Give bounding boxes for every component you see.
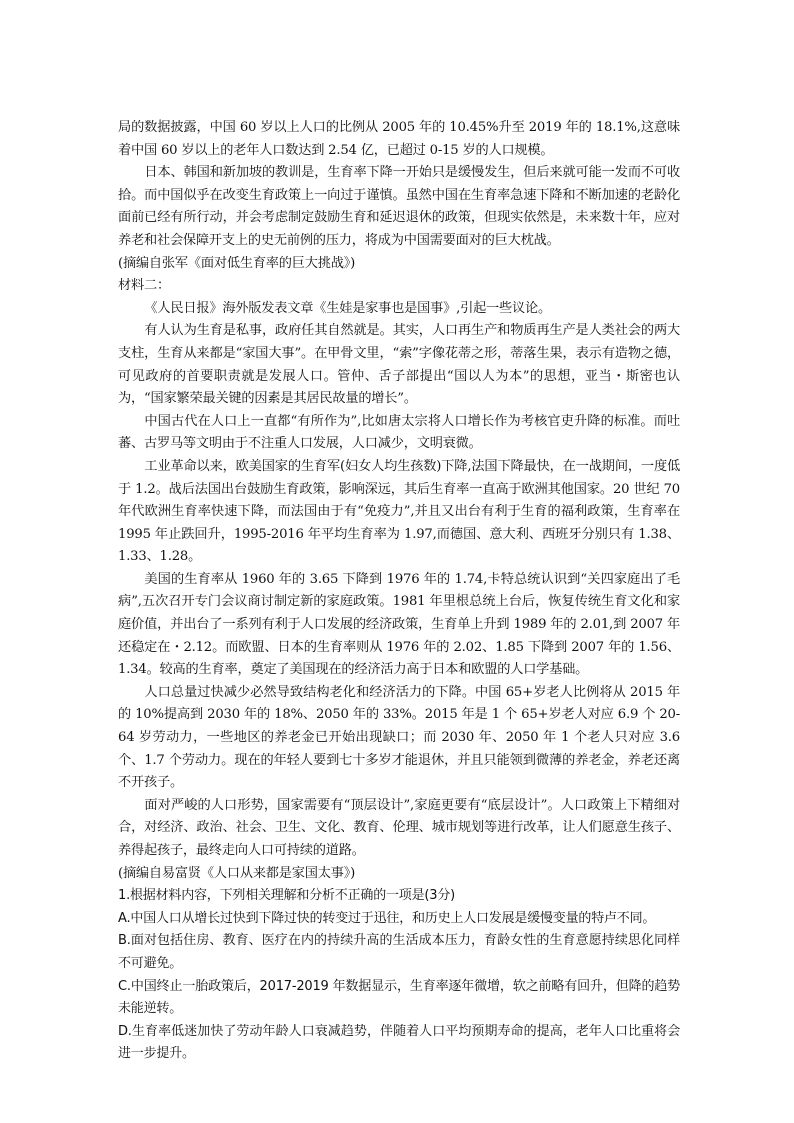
material1-paragraph-continued: 局的数据披露，中国 60 岁以上人口的比例从 2005 年的 10.45%升至 2019 年的 18.1%,这意味着中国 60 岁以上的老年人口数达到 2.54 亿，已超过 0-15 岁的人口规模。 [118,120,680,158]
material2-source: (摘编自易富贤《人口从来都是家国太事》) [118,865,356,881]
material2-paragraph-3: 中国古代在人口上一直都“有所作为”,比如唐太宗将人口增长作为考核官吏升降的标准。而吐蕃、古罗马等文明由于不注重人口发展，人口减少，文明衰微。 [118,413,680,452]
material2-heading: 材料二： [118,278,170,294]
material1-source: (摘编自张军《面对低生育率的巨大挑战》) [118,255,356,271]
material2-paragraph-2: 有人认为生育是私事，政府任其自然就是。其实，人口再生产和物质再生产是人类社会的两大支柱，生育从来都是“家国大事”。在甲骨文里，“索”字像花蒂之形，蒂落生果，表示有造物之德，可见政府的首要职责就是发展人口。管仲、舌子部提出“国以人为本”的思想，亚当・斯密也认为，“国家繁荣最关键的因素是其居民故量的增长”。 [118,323,680,407]
material2-paragraph-6: 人口总量过快减少必然导致结构老化和经济活力的下降。中国 65+岁老人比例将从 2015 年的 10%提高到 2030 年的 18%、2050 年的 33%。2015 年是 1 个 65+岁老人对应 6.9 个 20-64 岁劳动力，一些地区的养老金已开始出现缺口；而 2030 年、2050 年 1 个老人只对应 3.6 个、1.7 个劳动力。现在的年轻人要到七十多岁才能退休，并且只能领到微薄的养老金，养老还离不开孩子。 [118,684,680,791]
material2-paragraph-5: 美国的生育率从 1960 年的 3.65 下降到 1976 年的 1.74,卡特总统认识到“关四家庭出了毛病”,五次召开专门会议商讨制定新的家庭政策。1981 年里根总统上台后，恢复传统生育文化和家庭价值，并出台了一系列有利于人口发展的经济政策，生育单上升到 1989 年的 2.01,到 2007 年还稳定在・2.12。而欧盟、日本的生育率则从 1976 年的 2.02、1.85 下降到 2007 年的 1.56、1.34。较高的生育率，奠定了美国现在的经济活力高于日本和欧盟的人口学基础。 [118,571,680,678]
question-option-b: B.面对包括住房、教育、医疗在内的持续升高的生活成本压力，育龄女性的生育意愿持续思化同样不可避免。 [118,933,680,971]
question-stem: 1.根据材料内容，下列相关理解和分析不正确的一项是(3分) [118,888,456,904]
material2-paragraph-7: 面对严峻的人口形势，国家需要有“顶层设计”,家庭更要有“底层设计”。人口政策上下精细对合，对经济、政治、社会、卫生、文化、教育、伦理、城市规划等进行改革，让人们愿意生孩子、养得起孩子，最终走向人口可持续的道路。 [118,797,680,858]
material2-paragraph-1: 《人民日报》海外版发表文章《生娃是家事也是国事》,引起一些议论。 [144,300,551,316]
question-option-c: C.中国终止一胎政策后，2017-2019 年数据显示，生育率逐年微增，软之前略有回升，但降的趋势未能逆转。 [118,978,680,1017]
material2-paragraph-4: 工业革命以来，欧美国家的生育军(妇女人均生孩数)下降,法国下降最快，在一战期间，一度低于 1.2。战后法国出台鼓励生育政策，影响深远，其后生育率一直高于欧洲其他国家。20 世纪 70 年代欧洲生育率快速下降，而法国由于有“免疫力”,并且又出台有利于生育的福利政策，生育率在 1995 年止跌回升，1995-2016 年平均生育率为 1.97,而德国、意大利、西班牙分别只有 1.38、1.33、1.28。 [118,458,680,565]
question-option-a: A.中国人口从增长过快到下降过快的转变过于迅往，和历史上人口发展是缓慢变量的特卢不同。 [118,910,656,926]
question-option-d: D.生育率低迷加快了劳动年龄人口衰减趋势，伴随着人口平均预期寿命的提高，老年人口比重将会进一步提升。 [118,1023,680,1062]
document-page [118,117,680,1066]
material1-paragraph-2: 日本、韩国和新加坡的教训是，生育率下降一开始只是缓慢发生，但后来就可能一发而不可收拾。而中国似乎在改变生育政策上一向过于谨慎。虽然中国在生育率急速下降和不断加速的老龄化面前已经有所行动，并会考虑制定鼓励生育和延迟退休的政策，但现实依然是，未来数十年，应对养老和社会保障开支上的史无前例的压力，将成为中国需要面对的巨大枕战。 [118,165,680,248]
